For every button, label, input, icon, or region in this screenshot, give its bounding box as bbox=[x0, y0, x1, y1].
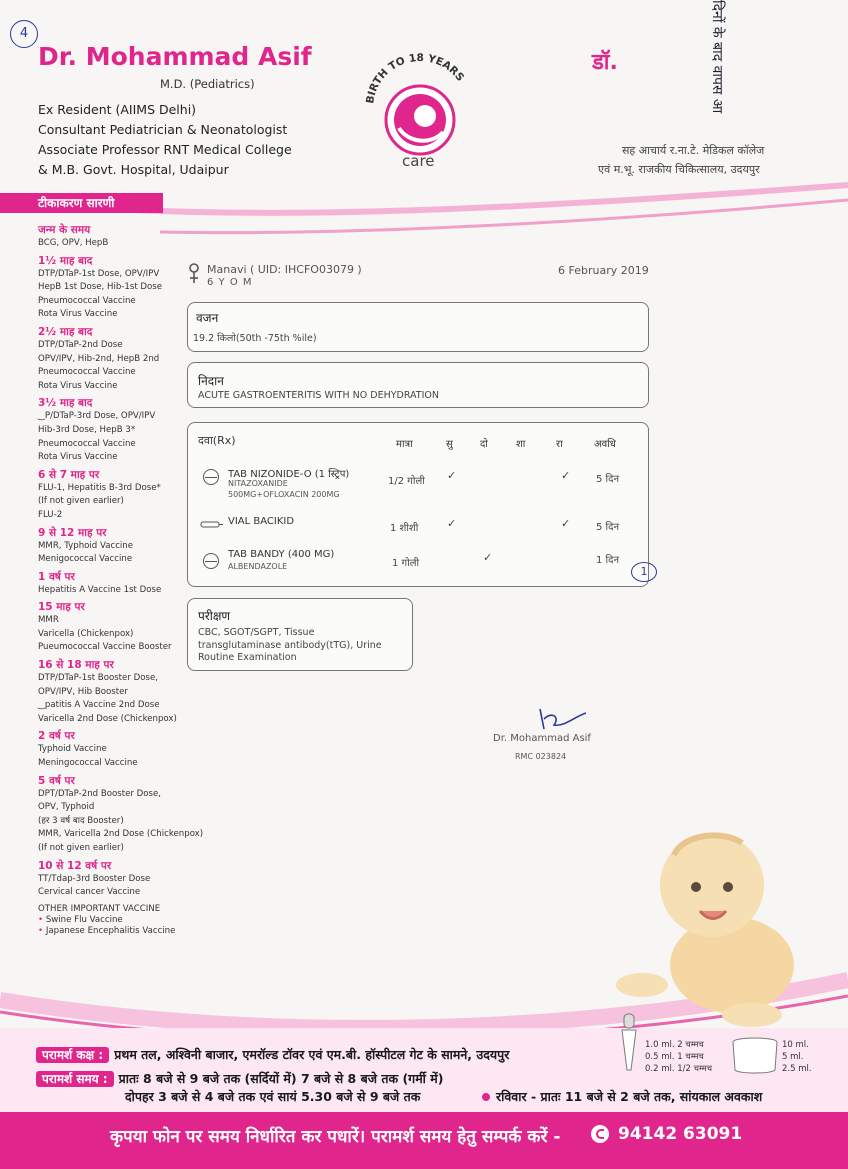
tests-line: Routine Examination bbox=[198, 652, 297, 663]
weight-title: वजन bbox=[196, 311, 219, 325]
vaccine-item: TT/Tdap-3rd Booster Dose bbox=[38, 873, 151, 884]
cup-scale-line: 2.5 ml. bbox=[782, 1064, 812, 1074]
vaccine-item: HepB 1st Dose, Hib-1st Dose bbox=[38, 282, 163, 293]
rx-header-duration: अवधि bbox=[594, 439, 616, 450]
vaccine-item: Cervical cancer Vaccine bbox=[38, 887, 141, 898]
visit-date: 6 February 2019 bbox=[558, 264, 649, 277]
logo-word: care bbox=[402, 152, 435, 170]
vaccine-item: Hib-3rd Dose, HepB 3* bbox=[38, 424, 136, 435]
credential-line: & M.B. Govt. Hospital, Udaipur bbox=[38, 162, 229, 177]
signature-rmc: RMC 023824 bbox=[515, 752, 567, 761]
footer-appointment-text: कृपया फोन पर समय निर्धारित कर पधारें। परामर्श समय हेतु सम्पर्क करें - bbox=[110, 1127, 561, 1147]
vaccine-item: MMR, Varicella 2nd Dose (Chickenpox) bbox=[38, 829, 204, 840]
patient-name-uid: Manavi ( UID: IHCFO03079 ) bbox=[207, 263, 362, 276]
phone-icon bbox=[591, 1125, 609, 1143]
tablet-icon bbox=[203, 553, 219, 569]
vaccine-group bbox=[38, 774, 203, 856]
tests-section bbox=[187, 598, 413, 671]
measuring-cup-icon bbox=[730, 1036, 780, 1076]
vaccine-item: Varicella (Chickenpox) bbox=[38, 628, 134, 639]
medicine-generic: NITAZOXANIDE bbox=[228, 479, 288, 488]
vaccine-item: ‿P/DTaP-3rd Dose, OPV/IPV bbox=[38, 411, 156, 422]
vaccine-item: FLU-2 bbox=[38, 509, 63, 520]
vaccine-age-heading: 5 वर्ष पर bbox=[38, 774, 75, 787]
consult-label: परामर्श कक्ष : bbox=[36, 1047, 109, 1063]
vaccine-age-heading: 9 से 12 माह पर bbox=[38, 526, 107, 539]
vaccination-schedule bbox=[38, 222, 203, 937]
tests-line: CBC, SGOT/SGPT, Tissue bbox=[198, 627, 315, 638]
vaccine-item: Hepatitis A Vaccine 1st Dose bbox=[38, 584, 162, 595]
logo-arc-text: BIRTH TO 18 YEARS bbox=[364, 51, 467, 105]
diagnosis-section bbox=[187, 362, 649, 408]
prescription-section bbox=[187, 422, 649, 587]
medicine-qty: 1/2 गोली bbox=[388, 476, 425, 487]
vaccine-group bbox=[38, 729, 203, 770]
dropper-icon bbox=[618, 1012, 640, 1074]
vaccine-item: FLU-1, Hepatitis B-3rd Dose* bbox=[38, 482, 161, 493]
vaccine-item: OPV/IPV, Hib Booster bbox=[38, 686, 128, 697]
vaccine-item: Meningococcal Vaccine bbox=[38, 758, 138, 769]
time-label: परामर्श समय : bbox=[36, 1071, 114, 1087]
return-visit-stamp: दिनों के बाद वापस आ bbox=[709, 0, 725, 114]
medicine-generic: ALBENDAZOLE bbox=[228, 562, 288, 571]
credential-line: Consultant Pediatrician & Neonatologist bbox=[38, 122, 288, 137]
vaccine-item: OPV, Typhoid bbox=[38, 802, 95, 813]
vaccine-group bbox=[38, 223, 203, 251]
vaccine-item: DPT/DTaP-2nd Booster Dose, bbox=[38, 788, 162, 799]
vaccine-item: MMR bbox=[38, 615, 59, 626]
hindi-credential: सह आचार्य र.ना.टे. मेडिकल कॉलेज bbox=[622, 144, 765, 157]
cup-scale bbox=[782, 1039, 812, 1075]
rx-header-evening: शा bbox=[516, 439, 526, 450]
weight-section bbox=[187, 302, 649, 352]
doctor-name: Dr. Mohammad Asif bbox=[38, 42, 312, 71]
weight-value: 19.2 किलो(50th -75th %ile) bbox=[193, 333, 317, 344]
dose-morning: ✓ bbox=[447, 469, 457, 482]
tablet-icon bbox=[203, 469, 219, 485]
time-line-1: प्रातः 8 बजे से 9 बजे तक (सर्दियों में) 7 बजे से 8 बजे तक (गर्मी में) bbox=[118, 1071, 444, 1086]
medicine-duration: 1 दिन bbox=[596, 555, 619, 566]
time-line-2: दोपहर 3 बजे से 4 बजे तक एवं सायं 5.30 बजे से 9 बजे तक bbox=[125, 1089, 421, 1104]
signature-name: Dr. Mohammad Asif bbox=[493, 733, 591, 744]
vaccine-item: MMR, Typhoid Vaccine bbox=[38, 540, 134, 551]
vaccine-item: Rota Virus Vaccine bbox=[38, 452, 118, 463]
vaccine-item: BCG, OPV, HepB bbox=[38, 238, 109, 248]
vaccine-item: Menigococcal Vaccine bbox=[38, 554, 133, 565]
vaccination-table-title: टीकाकरण सारणी bbox=[0, 193, 163, 213]
vaccine-group bbox=[38, 600, 203, 655]
rx-header-afternoon: दो bbox=[480, 439, 488, 450]
medicine-duration: 5 दिन bbox=[596, 522, 619, 533]
vial-icon bbox=[200, 519, 224, 529]
other-vaccine-heading: OTHER IMPORTANT VACCINE bbox=[38, 903, 161, 914]
hindi-credential: एवं म.भू. राजकीय चिकित्सालय, उदयपुर bbox=[598, 163, 760, 176]
vaccine-group bbox=[38, 859, 203, 900]
vaccine-item: Typhoid Vaccine bbox=[38, 744, 107, 755]
vaccine-group bbox=[38, 658, 203, 726]
vaccine-item: Pneumococcal Vaccine bbox=[38, 295, 136, 306]
vaccine-item: Pneumococcal Vaccine bbox=[38, 438, 136, 449]
patient-age: 6 Y O M bbox=[207, 277, 253, 288]
vaccine-group bbox=[38, 468, 203, 523]
rx-header-night: रा bbox=[556, 439, 563, 450]
dose-night: ✓ bbox=[561, 469, 571, 482]
vaccine-item: (If not given earlier) bbox=[38, 843, 124, 853]
dropper-scale bbox=[645, 1039, 712, 1075]
vaccine-item: (If not given earlier) bbox=[38, 496, 124, 507]
dropper-scale-line: 1.0 ml. 2 चम्मच bbox=[645, 1040, 704, 1050]
vaccine-age-heading: 6 से 7 माह पर bbox=[38, 468, 100, 481]
vaccine-age-heading: 1½ माह बाद bbox=[38, 254, 93, 267]
credential-line: Associate Professor RNT Medical College bbox=[38, 142, 292, 157]
vaccine-item: Rota Virus Vaccine bbox=[38, 309, 118, 320]
tests-title: परीक्षण bbox=[198, 609, 231, 623]
consult-time-row bbox=[36, 1068, 443, 1087]
vaccine-item: (हर 3 वर्ष बाद Booster) bbox=[38, 815, 124, 826]
vaccine-age-heading: 16 से 18 माह पर bbox=[38, 659, 114, 672]
medicine-qty: 1 शीशी bbox=[390, 523, 419, 534]
medicine-generic: 500MG+OFLOXACIN 200MG bbox=[228, 490, 340, 499]
vaccine-item: Pueumococcal Vaccine Booster bbox=[38, 642, 172, 653]
vaccine-age-heading: 2½ माह बाद bbox=[38, 325, 93, 338]
rx-header-drug: दवा(Rx) bbox=[198, 434, 236, 447]
crawling-baby-illustration bbox=[612, 815, 822, 1030]
diagnosis-title: निदान bbox=[198, 374, 224, 388]
credential-line: Ex Resident (AIIMS Delhi) bbox=[38, 102, 197, 117]
consult-address-row bbox=[36, 1044, 509, 1063]
vaccine-group bbox=[38, 325, 203, 393]
medicine-qty: 1 गोली bbox=[392, 558, 420, 569]
handwritten-page-number: 4 bbox=[10, 20, 38, 48]
vaccine-item: ‿patitis A Vaccine 2nd Dose bbox=[38, 700, 160, 711]
dose-morning: ✓ bbox=[447, 517, 457, 530]
cup-scale-line: 5 ml. bbox=[782, 1052, 804, 1062]
doctor-degree: M.D. (Pediatrics) bbox=[160, 77, 255, 91]
vaccine-item: Varicella 2nd Dose (Chickenpox) bbox=[38, 713, 177, 724]
other-vaccine-item: • Japanese Encephalitis Vaccine bbox=[38, 926, 203, 937]
vaccine-item: DTP/DTaP-1st Booster Dose, bbox=[38, 673, 158, 684]
vaccine-item: DTP/DTaP-1st Dose, OPV/IPV bbox=[38, 268, 160, 279]
other-vaccine-item: • Swine Flu Vaccine bbox=[38, 915, 203, 926]
rx-header-morning: सु bbox=[446, 439, 453, 450]
vaccine-group bbox=[38, 396, 203, 464]
rx-header-qty: मात्रा bbox=[396, 439, 413, 450]
vaccine-group bbox=[38, 570, 203, 598]
tests-line: transglutaminase antibody(tTG), Urine bbox=[198, 640, 382, 651]
medicine-name: VIAL BACIKID bbox=[228, 516, 295, 527]
bullet-dot bbox=[482, 1093, 490, 1101]
dose-afternoon: ✓ bbox=[483, 551, 493, 564]
vaccine-item: OPV/IPV, Hib-2nd, HepB 2nd bbox=[38, 353, 160, 364]
dropper-scale-line: 0.5 ml. 1 चम्मच bbox=[645, 1052, 704, 1062]
vaccine-age-heading: 15 माह पर bbox=[38, 601, 85, 614]
vaccine-age-heading: 3½ माह बाद bbox=[38, 397, 93, 410]
dropper-scale-line: 0.2 ml. 1/2 चम्मच bbox=[645, 1064, 713, 1074]
vaccine-group bbox=[38, 254, 203, 322]
vaccine-item: Rota Virus Vaccine bbox=[38, 380, 118, 391]
medicine-name: TAB BANDY (400 MG) bbox=[228, 549, 335, 560]
care-logo bbox=[355, 42, 485, 177]
diagnosis-value: ACUTE GASTROENTERITIS WITH NO DEHYDRATION bbox=[198, 390, 439, 401]
signature-scribble bbox=[530, 705, 590, 733]
consult-address: प्रथम तल, अश्विनी बाजार, एमरॉल्ड टॉवर एवं एम.बी. हॉस्पीटल गेट के सामने, उदयपुर bbox=[114, 1047, 510, 1062]
female-icon bbox=[188, 263, 200, 285]
vaccine-item: DTP/DTaP-2nd Dose bbox=[38, 339, 123, 350]
vaccine-group bbox=[38, 526, 203, 567]
vaccine-age-heading: 10 से 12 वर्ष पर bbox=[38, 859, 112, 872]
hindi-doctor-title: डॉ. bbox=[592, 50, 618, 75]
vaccine-age-heading: जन्म के समय bbox=[38, 224, 91, 236]
phone-number[interactable]: 94142 63091 bbox=[618, 1124, 743, 1144]
vaccine-age-heading: 2 वर्ष पर bbox=[38, 730, 75, 743]
cup-scale-line: 10 ml. bbox=[782, 1040, 809, 1050]
sunday-timing: रविवार - प्रातः 11 बजे से 2 बजे तक, सांयकाल अवकाश bbox=[496, 1089, 763, 1104]
vaccine-age-heading: 1 वर्ष पर bbox=[38, 570, 75, 583]
vaccine-item: Pneumococcal Vaccine bbox=[38, 367, 136, 378]
medicine-name: TAB NIZONIDE-O (1 स्ट्रिप) bbox=[228, 469, 350, 480]
medicine-duration: 5 दिन bbox=[596, 474, 619, 485]
handwritten-mark: 1 bbox=[631, 562, 657, 582]
dose-night: ✓ bbox=[561, 517, 571, 530]
